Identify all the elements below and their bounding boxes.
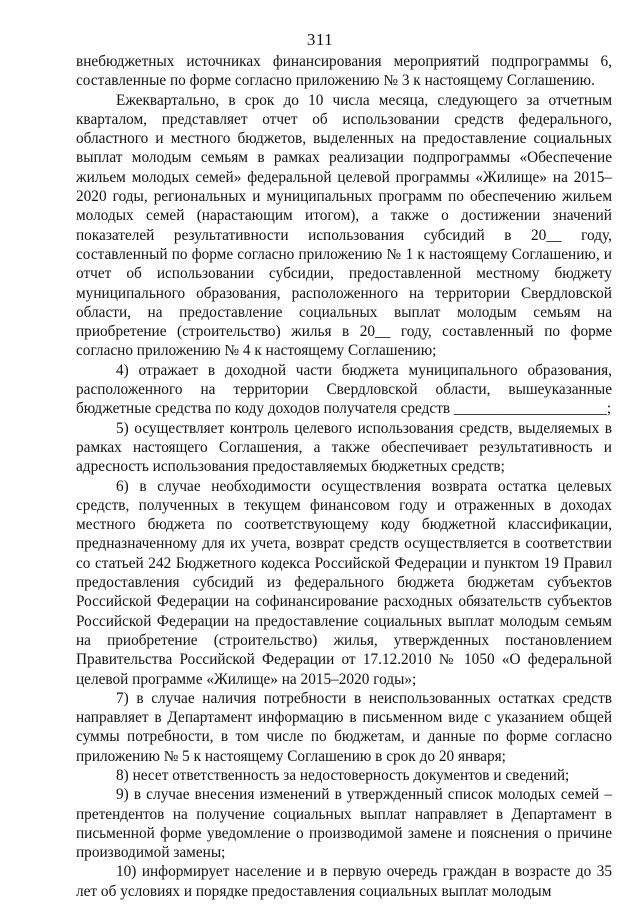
paragraph-quarterly-report: Ежеквартально, в срок до 10 числа месяца, следующего за отчетным кварталом, представляет отчет об использовании средств федерального, областного и местного бюджетов, выделенных на предоставление социальных выплат молодым семьям в рамках реализации подпрограммы «Обеспечение жильем молодых семей» федеральной целевой программы «Жилище» на 2015–2020 годы, региональных и муниципальных программ по обеспечению жильем молодых семей (нарастающим итогом), а также о достижении значений показателей результативности использования субсидий в 20__ году, составленный по форме согласно приложению № 1 к настоящему Соглашению, и отчет об использовании субсидии, предоставленной местному бюджету муниципального образования, расположенного на территории Свердловской области, на предоставление социальных выплат молодым семьям на приобретение (строительство) жилья в 20__ году, составленный по форме согласно приложению № 4 к настоящему Соглашению;: [76, 91, 612, 360]
page-number: 311: [306, 30, 334, 49]
paragraph-item-7: 7) в случае наличия потребности в неиспользованных остатках средств направляет в Департамент информацию в письменном виде с указанием общей суммы потребности, в том числе по бюджетам, и данные по форме согласно приложению № 5 к настоящему Соглашению в срок до 20 января;: [76, 689, 612, 765]
paragraph-item-6: 6) в случае необходимости осуществления возврата остатка целевых средств, полученных в текущем финансовом году и отраженных в доходах местного бюджета по соответствующему коду бюджетной классификации, предназначенному для их учета, возврат средств осуществляется в соответствии со статьей 242 Бюджетного кодекса Российской Федерации и пунктом 19 Правил предоставления субсидий из федерального бюджета бюджетам субъектов Российской Федерации на софинансирование расходных обязательств субъектов Российской Федерации на предоставление социальных выплат молодым семьям на приобретение (строительство) жилья, утвержденных постановлением Правительства Российской Федерации от 17.12.2010 № 1050 «О федеральной целевой программе «Жилище» на 2015–2020 годы»;: [76, 477, 612, 688]
paragraph-item-9: 9) в случае внесения изменений в утвержденный список молодых семей – претендентов на получение социальных выплат направляет в Департамент в письменной форме уведомление о производимой замене и пояснения о причине производимой замены;: [76, 786, 612, 862]
document-body: [76, 52, 612, 901]
paragraph-item-10: 10) информирует население и в первую очередь граждан в возрасте до 35 лет об условиях и порядке предоставления социальных выплат молодым: [76, 863, 612, 900]
paragraph-item-5: 5) осуществляет контроль целевого использования средств, выделяемых в рамках настоящего Соглашения, а также обеспечивает результативность и адресность использования предоставляемых бюджетных средств;: [76, 419, 612, 476]
paragraph-continuation: внебюджетных источниках финансирования мероприятий подпрограммы 6, составленные по форме согласно приложению № 3 к настоящему Соглашению.: [76, 53, 612, 90]
paragraph-item-8: 8) несет ответственность за недостоверность документов и сведений;: [116, 766, 570, 784]
paragraph-item-4: 4) отражает в доходной части бюджета муниципального образования, расположенного на территории Свердловской области, вышеуказанные бюджетные средства по коду доходов получателя средств ____________________;: [76, 361, 612, 418]
